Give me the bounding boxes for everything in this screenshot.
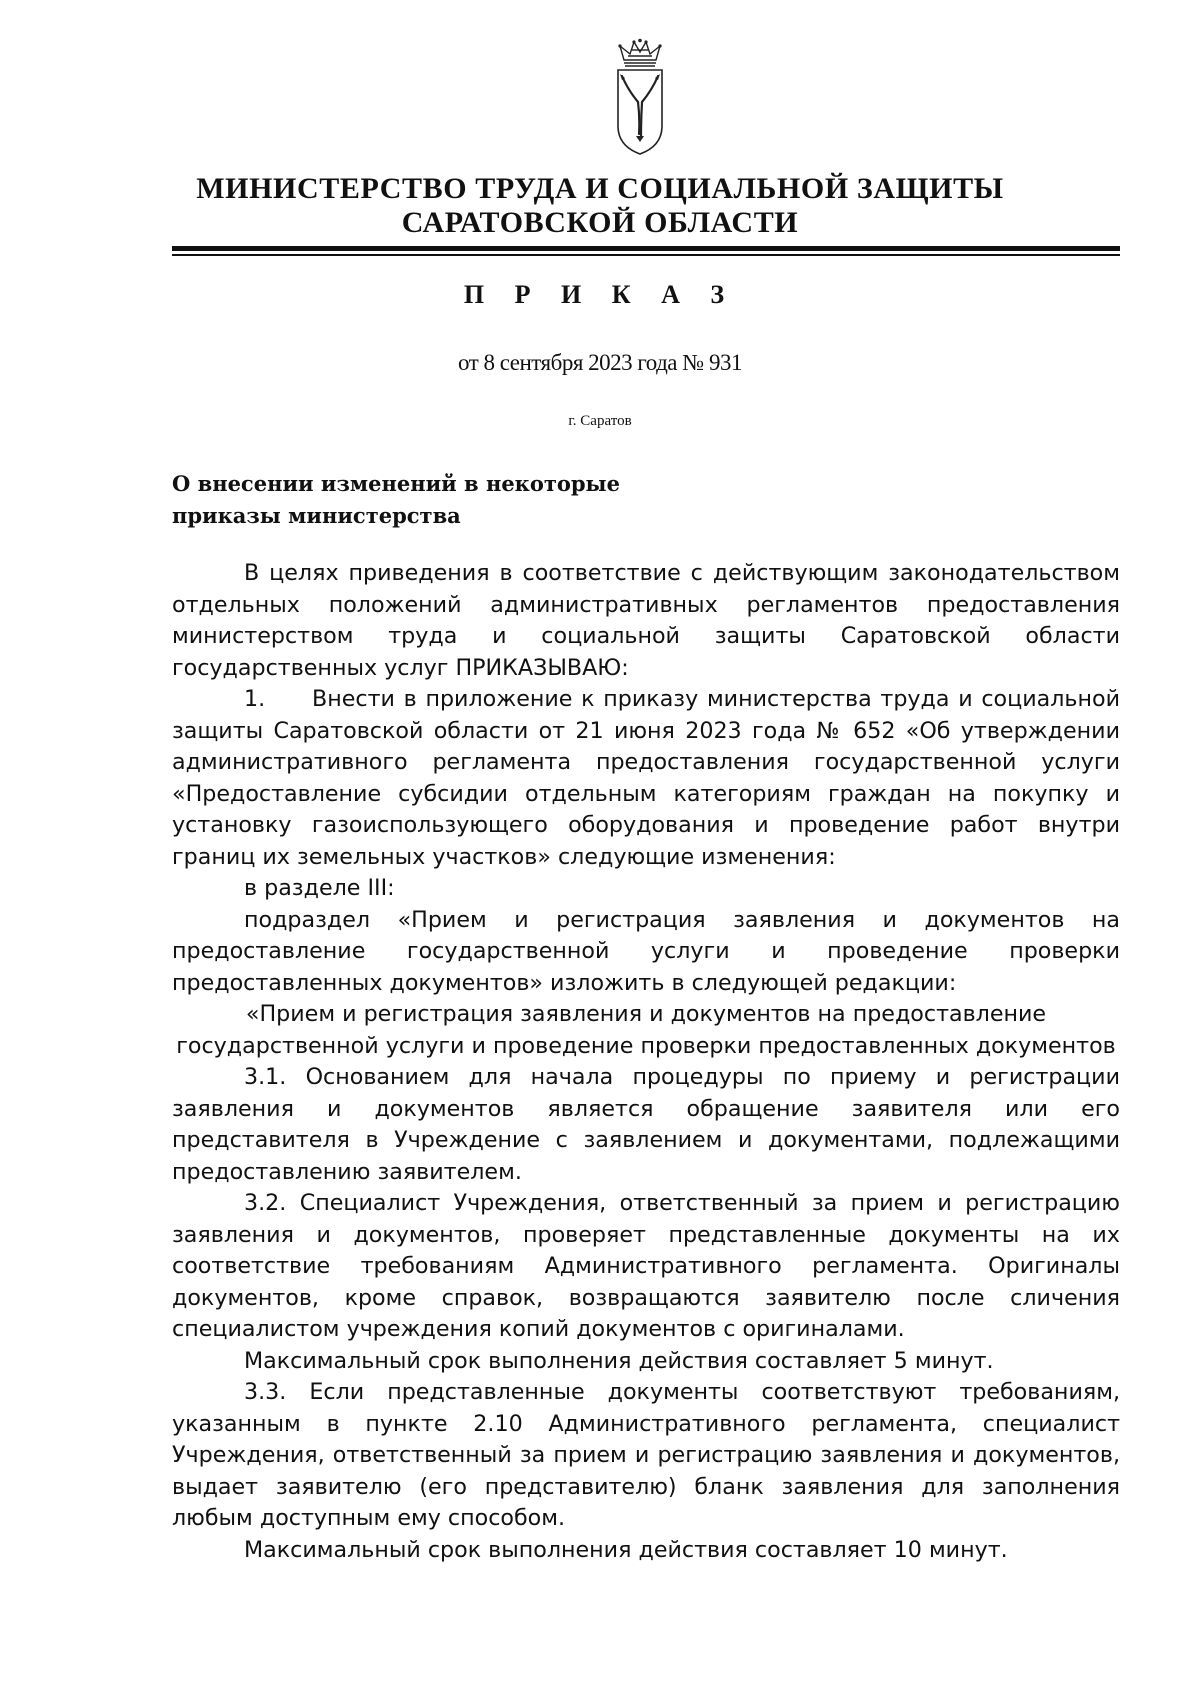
saratov-coat-of-arms-icon [612, 38, 668, 158]
paragraph-time-10: Максимальный срок выполнения действия составляет 10 минут. [244, 1536, 1008, 1563]
document-city: г. Саратов [568, 413, 632, 429]
paragraph-section: в разделе III: [244, 875, 395, 901]
paragraph-3-2: 3.2. Специалист Учреждения, ответственный за прием и регистрацию заявления и документов, проверяет представленные документы на их соответствие требованиям Административного регламента. Оригиналы документов, кроме справок, возвращаются заявителю после сличения специалистом учреждения копий документов с оригиналами. [172, 1190, 1120, 1342]
document-subject [172, 468, 772, 532]
paragraph-item-1 [172, 684, 1120, 873]
subject-line-1: О внесении изменений в некоторые [172, 471, 620, 496]
header-divider-thick [172, 246, 1120, 251]
document-body [172, 558, 1120, 1566]
item-1-text: Внести в приложение к приказу министерства труда и социальной защиты Саратовской области от 21 июня 2023 года № 652 «Об утверждении административного регламента предоставления государственной услуги «Предоставление субсидии отдельным категориям граждан на покупку и установку газоиспользующего оборудования и проведение работ внутри границ их земельных участков» следующие изменения: [172, 686, 1120, 870]
paragraph-time-5: Максимальный срок выполнения действия составляет 5 минут. [244, 1347, 994, 1374]
paragraph-subsection: подраздел «Прием и регистрация заявления и документов на предоставление государственной услуги и проведение проверки предоставленных документов» изложить в следующей редакции: [172, 906, 1120, 996]
subsection-heading-line-2: государственной услуги и проведение проверки предоставленных документов [176, 1032, 1116, 1059]
item-number: 1. [244, 686, 266, 712]
ministry-name-line-2: САРАТОВСКОЙ ОБЛАСТИ [401, 206, 799, 239]
paragraph-preamble: В целях приведения в соответствие с действующим законодательством отдельных положений административных регламентов предоставления министерством труда и социальной защиты Саратовской области государственных услуг ПРИКАЗЫВАЮ: [172, 560, 1120, 681]
ministry-name-line-1: МИНИСТЕРСТВО ТРУДА И СОЦИАЛЬНОЙ ЗАЩИТЫ [196, 172, 1004, 205]
document-type-title: П Р И К А З [463, 280, 737, 309]
subject-line-2: приказы министерства [172, 503, 461, 528]
paragraph-3-3: 3.3. Если представленные документы соответствуют требованиям, указанным в пункте 2.10 Административного регламента, специалист Учреждения, ответственный за прием и регистрацию заявления и документов, выдает заявителю (его представителю) бланк заявления для заполнения любым доступным ему способом. [172, 1379, 1120, 1531]
document-date-number: от 8 сентября 2023 года № 931 [458, 350, 742, 375]
subsection-heading-line-1: «Прием и регистрация заявления и документов на предоставление [245, 1001, 1047, 1027]
header-divider-thin [172, 254, 1120, 256]
paragraph-3-1: 3.1. Основанием для начала процедуры по приему и регистрации заявления и документов является обращение заявителя или его представителя в Учреждение с заявлением и документами, подлежащими предоставлению заявителем. [172, 1064, 1120, 1185]
